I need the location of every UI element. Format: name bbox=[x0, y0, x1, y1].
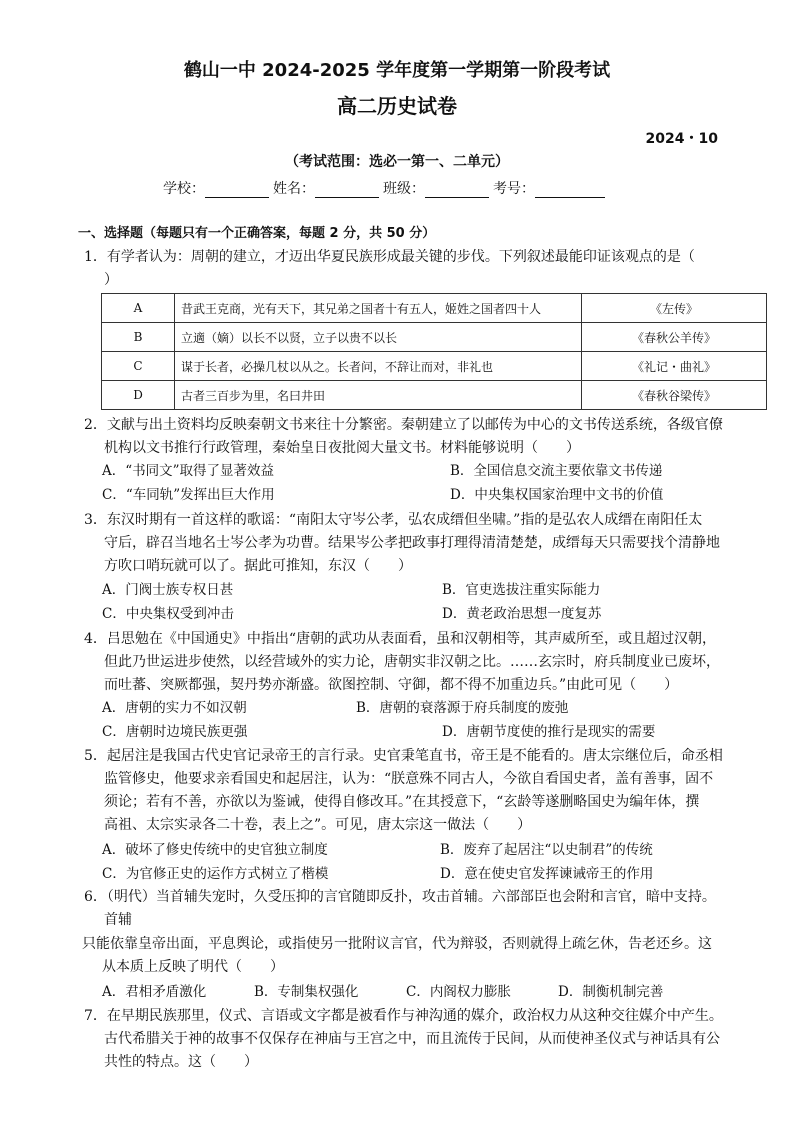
number-label: 考号： bbox=[493, 181, 535, 197]
option-b: B．官吏选拔注重实际能力 bbox=[442, 582, 601, 598]
option-source: 《春秋谷梁传》 bbox=[582, 381, 767, 410]
exam-date: 2024・10 bbox=[645, 131, 718, 147]
exam-scope: （考试范围：选必一第一、二单元） bbox=[285, 154, 509, 170]
option-d: D．黄老政治思想一度复苏 bbox=[442, 606, 602, 622]
question-1-table bbox=[101, 293, 767, 410]
option-c: C．中央集权受到冲击 bbox=[102, 606, 234, 622]
option-source: 《左传》 bbox=[582, 294, 767, 323]
question-6-line: 从本质上反映了明代（ ） bbox=[102, 959, 284, 975]
option-a: A．唐朝的实力不如汉朝 bbox=[102, 700, 247, 716]
option-d: D．唐朝节度使的推行是现实的需要 bbox=[442, 724, 656, 740]
question-1 bbox=[84, 246, 724, 292]
option-key: C bbox=[102, 352, 175, 381]
question-2-line: 机构以文书推行行政管理，秦始皇日夜批阅大量文书。材料能够说明（ ） bbox=[104, 440, 580, 456]
name-blank bbox=[315, 183, 379, 198]
class-blank bbox=[425, 183, 489, 198]
question-6-line: 6．（明代）当首辅失宠时，久受压抑的言官随即反扑，攻击首辅。六部部臣也会附和言官，暗中支持。 bbox=[84, 889, 716, 905]
question-7 bbox=[84, 1005, 724, 1074]
question-3-line: 守后，辟召当地名士岑公孝为功曹。结果岑公孝把政事打理得清清楚楚，成缙每天只需要找个清静地 bbox=[104, 535, 720, 551]
option-text: 昔武王克商，光有天下，其兄弟之国者十有五人，姬姓之国者四十人 bbox=[175, 294, 582, 323]
question-3-line: 3．东汉时期有一首这样的歌谣：“南阳太守岑公孝，弘农成缙但坐啸。”指的是弘农人成缙在南阳任太 bbox=[84, 512, 703, 528]
question-7-line: 7．在早期民族那里，仪式、言语或文字都是被看作与神沟通的媒介，政治权力从这种交往媒介中产生。 bbox=[84, 1008, 723, 1024]
question-5-line: 高祖、太宗实录各二十卷，表上之”。可见，唐太宗这一做法（ ） bbox=[104, 817, 532, 833]
question-6 bbox=[84, 886, 724, 932]
section-heading: 一、选择题（每题只有一个正确答案，每题 2 分，共 50 分） bbox=[78, 226, 436, 241]
exam-subtitle: 高二历史试卷 bbox=[337, 94, 457, 118]
question-4-line: 而吐蕃、突厥都强，契丹势亦渐盛。欲图控制、守御，都不得不加重边兵。”由此可见（ ） bbox=[104, 677, 679, 693]
option-key: A bbox=[102, 294, 175, 323]
question-4 bbox=[84, 628, 724, 697]
school-blank bbox=[205, 183, 269, 198]
table-row bbox=[102, 294, 767, 323]
question-6-line: 只能依靠皇帝出面，平息舆论，或指使另一批附议言官，代为辩驳，否则就得上疏乞休，告老还乡。这 bbox=[82, 936, 712, 952]
student-info-line bbox=[163, 178, 609, 198]
option-c: C．“车同轨”发挥出巨大作用 bbox=[102, 487, 275, 503]
exam-title: 鹤山一中 2024-2025 学年度第一学期第一阶段考试 bbox=[183, 60, 611, 81]
option-a: A．破坏了修史传统中的史官独立制度 bbox=[102, 842, 328, 858]
option-text: 谋于长者，必操几杖以从之。长者问，不辞让而对，非礼也 bbox=[175, 352, 582, 381]
question-3 bbox=[84, 509, 724, 578]
question-7-line: 共性的特点。这（ ） bbox=[104, 1054, 258, 1070]
question-5-line: 监管修史，他要求亲看国史和起居注，认为：“朕意殊不同古人，今欲自看国史者，盖有善事，固不 bbox=[104, 771, 714, 787]
question-4-line: 4．吕思勉在《中国通史》中指出“唐朝的武功从表面看，虽和汉朝相等，其声威所至，或且超过汉朝， bbox=[84, 631, 717, 647]
option-b: B．唐朝的衰落源于府兵制度的废弛 bbox=[356, 700, 569, 716]
option-a: A．君相矛盾激化 bbox=[102, 984, 207, 1000]
option-a: A．门阀士族专权日甚 bbox=[102, 582, 234, 598]
option-text: 古者三百步为里，名曰井田 bbox=[175, 381, 582, 410]
question-5-line: 须论；若有不善，亦欲以为鉴诫，使得自修改耳。”在其授意下，“玄龄等遂删略国史为编年体，撰 bbox=[104, 794, 700, 810]
question-1-line: 1．有学者认为：周朝的建立，才迈出华夏民族形成最关键的步伐。下列叙述最能印证该观点的是（ bbox=[84, 249, 695, 265]
question-6-continued bbox=[82, 933, 732, 979]
question-5 bbox=[84, 745, 724, 837]
question-6-line: 首辅 bbox=[104, 912, 132, 928]
name-label: 姓名： bbox=[273, 181, 315, 197]
option-b: B．全国信息交流主要依靠文书传递 bbox=[450, 463, 663, 479]
school-label: 学校： bbox=[163, 181, 205, 197]
question-5-line: 5．起居注是我国古代史官记录帝王的言行录。史官秉笔直书，帝王是不能看的。唐太宗继位后，命丞相 bbox=[84, 748, 723, 764]
option-source: 《礼记・曲礼》 bbox=[582, 352, 767, 381]
table-row bbox=[102, 381, 767, 410]
question-3-line: 方吹口哨玩就可以了。据此可推知，东汉（ ） bbox=[104, 558, 412, 574]
question-2 bbox=[84, 414, 724, 460]
option-b: B．专制集权强化 bbox=[254, 984, 359, 1000]
option-text: 立適（嫡）以长不以贤，立子以贵不以长 bbox=[175, 323, 582, 352]
option-key: D bbox=[102, 381, 175, 410]
option-source: 《春秋公羊传》 bbox=[582, 323, 767, 352]
class-label: 班级： bbox=[383, 181, 425, 197]
option-key: B bbox=[102, 323, 175, 352]
option-b: B．废弃了起居注“以史制君”的传统 bbox=[440, 842, 653, 858]
option-d: D．制衡机制完善 bbox=[558, 984, 664, 1000]
number-blank bbox=[535, 183, 605, 198]
table-row bbox=[102, 323, 767, 352]
option-c: C．内阁权力膨胀 bbox=[406, 984, 511, 1000]
question-1-line: ） bbox=[104, 272, 118, 288]
question-7-line: 古代希腊关于神的故事不仅保存在神庙与王宫之中，而且流传于民间，从而使神圣仪式与神话具有公 bbox=[104, 1031, 720, 1047]
option-d: D．意在使史官发挥谏诫帝王的作用 bbox=[440, 866, 654, 882]
question-2-line: 2．文献与出土资料均反映秦朝文书来往十分繁密。秦朝建立了以邮传为中心的文书传送系统，各级官僚 bbox=[84, 417, 723, 433]
table-row bbox=[102, 352, 767, 381]
option-d: D．中央集权国家治理中文书的价值 bbox=[450, 487, 664, 503]
option-a: A．“书同文”取得了显著效益 bbox=[102, 463, 275, 479]
option-c: C．唐朝时边境民族更强 bbox=[102, 724, 248, 740]
question-4-line: 但此乃世运进步使然，以经营域外的实力论，唐朝实非汉朝之比。……玄宗时，府兵制度业已废坏， bbox=[104, 654, 720, 670]
option-c: C．为官修正史的运作方式树立了楷模 bbox=[102, 866, 329, 882]
